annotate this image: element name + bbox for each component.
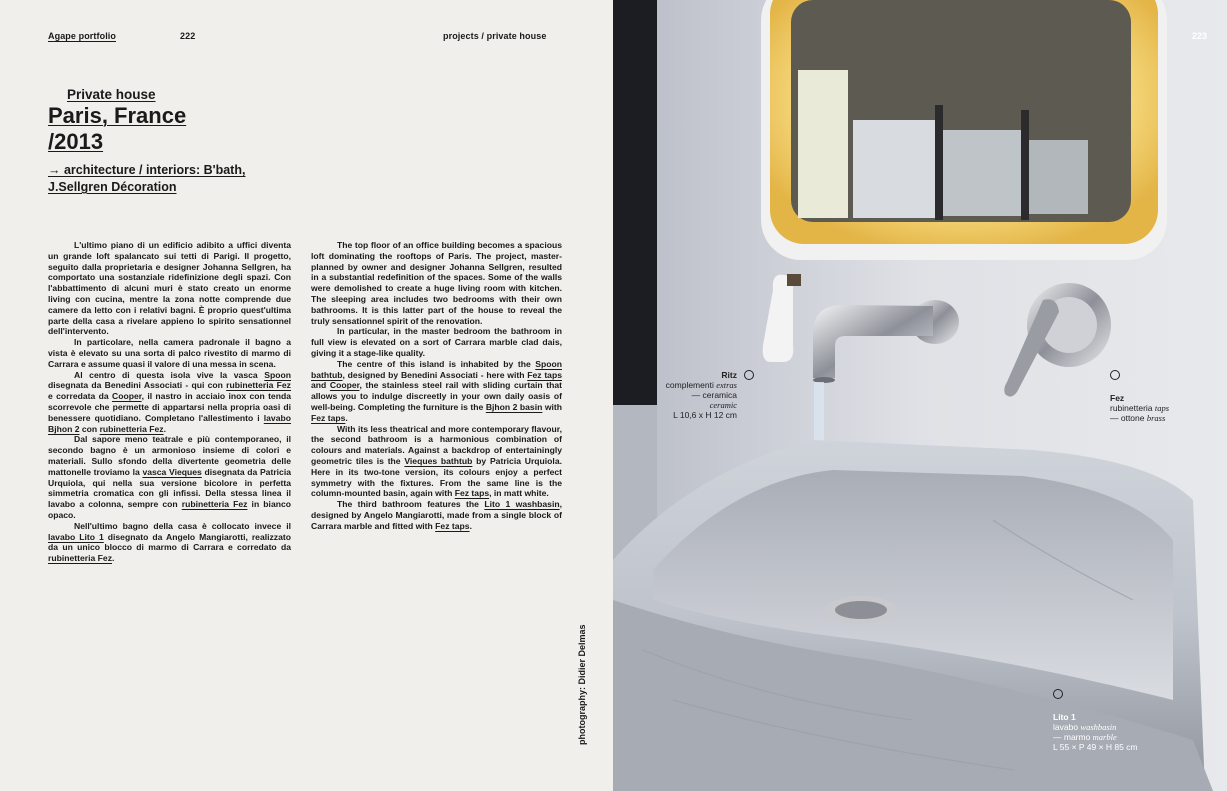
project-year: /2013 bbox=[48, 129, 104, 154]
fez-marker-icon bbox=[1110, 370, 1120, 380]
paragraph: The centre of this island is inhabited by the Spoon bathtub, designed by Benedini Associati - here with Fez taps and Cooper, the stainless steel rail with sliding curtain that allows you to indulge discreetly in your own daily oasis of well-being. Completing the furniture is the Bjhon 2 basin with Fez taps. bbox=[311, 358, 563, 423]
english-text-column bbox=[311, 240, 562, 532]
portfolio-title: Agape portfolio bbox=[48, 31, 116, 41]
project-title bbox=[48, 103, 186, 155]
caption-lito: Lito 1 lavabo washbasin — marmo marble L 55 × P 49 × H 85 cm bbox=[1053, 712, 1138, 752]
paragraph: Al centro di questa isola vive la vasca Spoon disegnata da Benedini Associati - qui con rubinetteria Fez e corredata da Cooper, il nastro in acciaio inox con tenda scorrevole che permette di appartarsi nella propria oasi di benessere quotidiano. Completano l'allestimento i lavabo Bjhon 2 con rubinetteria Fez. bbox=[48, 369, 291, 434]
page-number-left: 222 bbox=[180, 31, 196, 41]
italian-text-column bbox=[48, 240, 291, 564]
paragraph: In particolare, nella camera padronale il bagno a vista è elevato su una sorta di palco rivestito di marmo di Carrara e assume quasi il valore di una messa in scena. bbox=[48, 337, 291, 369]
paragraph: Nell'ultimo bagno della casa è collocato invece il lavabo Lito 1 disegnato da Angelo Mangiarotti, realizzato da un unico blocco di marmo di Carrara e corredato da rubinetteria Fez. bbox=[48, 520, 291, 564]
paragraph: Dal sapore meno teatrale e più contemporaneo, il secondo bagno è un armonioso insieme di colori e materiali. Sullo sfondo della divertente geometria delle mattonelle troviamo la vasca Vieques disegnata da Patricia Urquiola, qui nella sua versione bicolore in perfetta simmetria cromatica con gli infissi. Della stessa linea il lavabo a colonna, sempre con rubinetteria Fez in bianco opaco. bbox=[48, 434, 292, 520]
caption-ritz: Ritz complementi extras — ceramica ceramic L 10,6 x H 12 cm bbox=[665, 370, 737, 420]
ritz-marker-icon bbox=[744, 370, 754, 380]
project-credits: → architecture / interiors: B'bath, J.Sellgren Décoration bbox=[48, 163, 246, 194]
project-subtitle: Private house bbox=[67, 87, 156, 102]
bathroom-photo bbox=[613, 0, 1227, 791]
paragraph: With its less theatrical and more contemporary flavour, the second bathroom is a harmonious combination of colours and materials. Against a backdrop of entertainingly geometric tiles is the Vieques bathtub by Patricia Urquiola. Here in its two-tone version, its colours enjoy a perfect symmetry with the fixtures. From the same line is the column-mounted basin, again with Fez taps, in matt white. bbox=[311, 423, 562, 499]
lito-marker-icon bbox=[1053, 689, 1063, 699]
project-location: Paris, France bbox=[48, 103, 187, 128]
paragraph: L'ultimo piano di un edificio adibito a uffici diventa un grande loft spalancato sui tetti di Parigi. Il progetto, seguito dalla proprietaria e designer Johanna Sellgren, ha comportato una sostanziale ridefinizione degli spazi. Con l'abbattimento di alcuni muri è stato creato un enorme living con cucina, mentre la zona notte comprende due camere da letto con i relativi bagni. È proprio quest'ultima parte della casa a rivelare appieno lo spirito sensationnel dell'intervento. bbox=[48, 240, 291, 337]
photo-credit: photography: Didier Delmas bbox=[577, 624, 587, 745]
section-label: projects / private house bbox=[443, 31, 547, 41]
caption-fez: Fez rubinetteria taps — ottone brass bbox=[1110, 393, 1170, 423]
paragraph: In particular, in the master bedroom the bathroom in full view is elevated on a sort of Carrara marble clad dais, giving it a stage-like quality. bbox=[311, 326, 562, 358]
paragraph: The third bathroom features the Lito 1 washbasin, designed by Angelo Mangiarotti, made from a single block of Carrara marble and fitted with Fez taps. bbox=[311, 499, 562, 531]
left-page bbox=[0, 0, 613, 791]
page-number-right: 223 bbox=[1191, 31, 1207, 41]
paragraph: The top floor of an office building becomes a spacious loft dominating the rooftops of Paris. The project, master-planned by owner and designer Johanna Sellgren, resulted in a substantial redefinition of the spaces. Some of the walls were demolished to create a huge living room with kitchen. The sleeping area includes two bedrooms with their own bathrooms. It is this latter part of the house to reveal the truly sensationnel spirit of the renovation. bbox=[311, 240, 562, 326]
